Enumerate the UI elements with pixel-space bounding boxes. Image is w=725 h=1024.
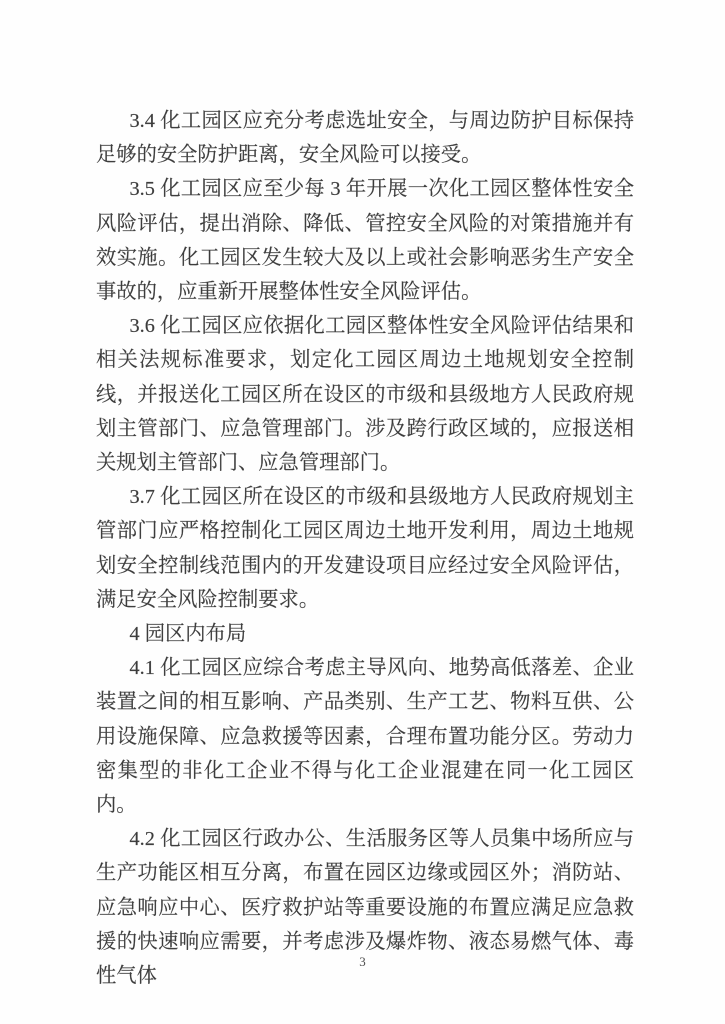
page-number: 3 — [359, 954, 366, 969]
document-body-text — [96, 104, 634, 993]
paragraph-clause-3-6: 3.6 化工园区应依据化工园区整体性安全风险评估结果和相关法规标准要求，划定化工园区周边土地规划安全控制线，并报送化工园区所在设区的市级和县级地方人民政府规划主管部门、应急管理部门。涉及跨行政区域的，应报送相关规划主管部门、应急管理部门。 — [96, 315, 634, 475]
paragraph-clause-4-1: 4.1 化工园区应综合考虑主导风向、地势高低落差、企业装置之间的相互影响、产品类别、生产工艺、物料互供、公用设施保障、应急救援等因素，合理布置功能分区。劳动力密集型的非化工企业不得与化工企业混建在同一化工园区内。 — [96, 657, 634, 817]
paragraph-clause-3-5: 3.5 化工园区应至少每 3 年开展一次化工园区整体性安全风险评估，提出消除、降低、管控安全风险的对策措施并有效实施。化工园区发生较大及以上或社会影响恶劣生产安全事故的，应重新开展整体性安全风险评估。 — [96, 178, 634, 304]
section-heading-4: 4 园区内布局 — [129, 623, 247, 646]
paragraph-clause-3-7: 3.7 化工园区所在设区的市级和县级地方人民政府规划主管部门应严格控制化工园区周边土地开发利用，周边土地规划安全控制线范围内的开发建设项目应经过安全风险评估，满足安全风险控制要求。 — [96, 486, 634, 611]
paragraph-clause-4-2: 4.2 化工园区行政办公、生活服务区等人员集中场所应与生产功能区相互分离，布置在园区边缘或园区外；消防站、应急响应中心、医疗救护站等重要设施的布置应满足应急救援的快速响应需要，并考虑涉及爆炸物、液态易燃气体、毒性气体 — [96, 828, 634, 988]
paragraph-clause-3-4: 3.4 化工园区应充分考虑选址安全，与周边防护目标保持足够的安全防护距离，安全风险可以接受。 — [96, 110, 634, 167]
